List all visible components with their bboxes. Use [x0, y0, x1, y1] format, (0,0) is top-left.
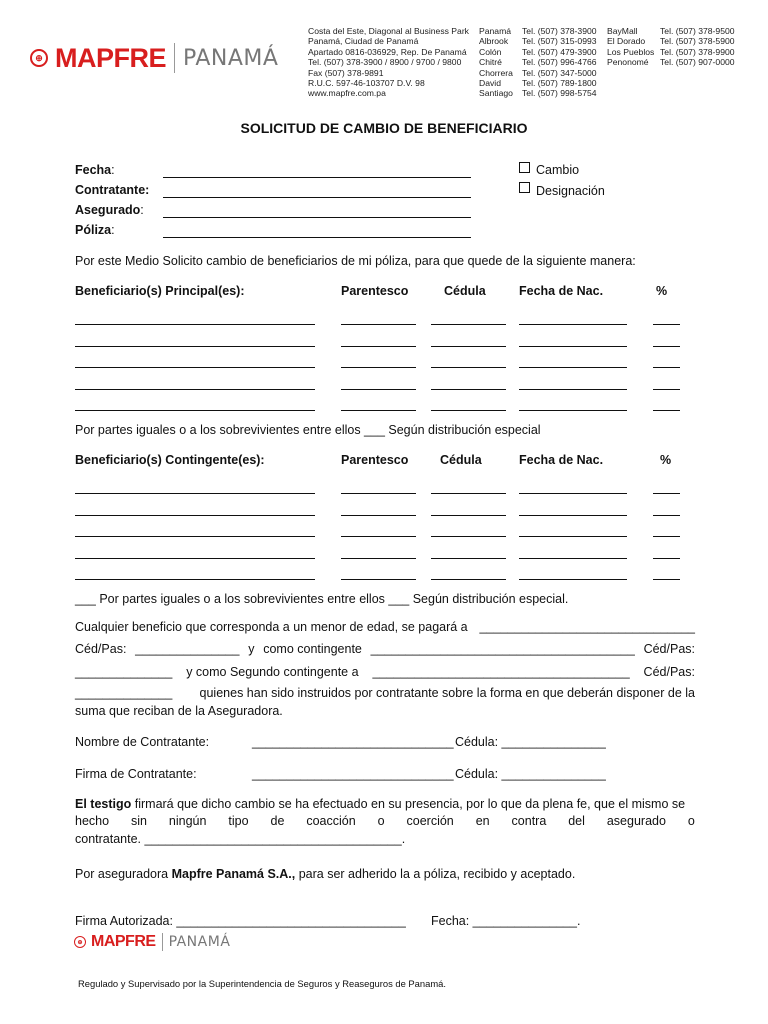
address-line: Fax (507) 378-9891 — [308, 67, 384, 78]
header-address — [308, 26, 469, 99]
witness-word: asegurado — [606, 814, 666, 828]
minor-line-3 — [75, 665, 695, 679]
witness-word: ningún — [168, 814, 207, 828]
minor-line-2 — [75, 642, 695, 656]
branch-phone: Tel. (507) 347-5000 — [522, 67, 597, 78]
ced-pas-blank[interactable]: _______________ — [135, 642, 240, 656]
witness-word: del — [568, 814, 585, 828]
branch-name: Los Pueblos — [607, 46, 655, 57]
branch-phone: Tel. (507) 479-3900 — [522, 46, 597, 57]
contingent-header: Beneficiario(s) Contingente(es): — [75, 453, 265, 467]
witness-word: sin — [131, 814, 147, 828]
witness-line-3[interactable]: contratante. _____________________________________. — [75, 832, 406, 846]
address-line: Panamá, Ciudad de Panamá — [308, 36, 419, 47]
parentesco-input-line[interactable] — [341, 324, 416, 325]
cedula-input-line[interactable] — [431, 515, 506, 516]
minor-text: quienes han sido instruidos por contratante sobre la forma en que deberán disponer de la — [199, 686, 695, 700]
cedula-input-line[interactable] — [431, 536, 506, 537]
principal-header: Beneficiario(s) Principal(es): — [75, 284, 245, 298]
fecha-nac-input-line[interactable] — [519, 410, 627, 411]
cedula-input-line[interactable] — [431, 579, 506, 580]
logo-divider — [162, 933, 163, 951]
name-input-line[interactable] — [75, 493, 315, 494]
cedula-header: Cédula — [440, 453, 482, 467]
name-input-line[interactable] — [75, 389, 315, 390]
ced-pas-blank[interactable]: ______________ — [75, 686, 173, 700]
nombre-contratante-label: Nombre de Contratante: — [75, 735, 210, 749]
field-asegurado-label: Asegurado: — [75, 203, 144, 217]
percent-input-line[interactable] — [653, 493, 680, 494]
witness-word: tipo — [228, 814, 249, 828]
fecha-nac-input-line[interactable] — [519, 536, 627, 537]
branch-name: Penonomé — [607, 57, 649, 68]
branch-name: Chitré — [479, 57, 502, 68]
mapfre-emblem-icon: ⊕ — [74, 936, 86, 948]
minor-text: y como Segundo contingente a — [186, 665, 359, 679]
witness-word: o — [377, 814, 385, 828]
header-branches-1 — [479, 26, 513, 99]
branch-name: Colón — [479, 46, 502, 57]
mapfre-emblem-icon: ⊕ — [30, 49, 48, 67]
percent-header: % — [660, 453, 672, 467]
percent-input-line[interactable] — [653, 536, 680, 537]
second-contingent-blank[interactable]: _____________________________________ — [372, 665, 630, 679]
cedula-firma-field[interactable]: Cédula: _______________ — [455, 767, 606, 781]
fecha-firma-field[interactable]: Fecha: _______________. — [431, 914, 581, 928]
nombre-contratante-blank[interactable]: _____________________________ — [252, 735, 454, 749]
cedula-input-line[interactable] — [431, 558, 506, 559]
branch-phone: Tel. (507) 789-1800 — [522, 78, 597, 89]
witness-line-2 — [75, 814, 695, 828]
cedula-input-line[interactable] — [431, 389, 506, 390]
firma-contratante-blank[interactable]: _____________________________ — [252, 767, 454, 781]
witness-word: coacción — [306, 814, 356, 828]
address-line: www.mapfre.com.pa — [308, 88, 386, 99]
cedula-input-line[interactable] — [431, 324, 506, 325]
name-input-line[interactable] — [75, 536, 315, 537]
insurer-statement: Por aseguradora Mapfre Panamá S.A., para ser adherido la a póliza, recibido y aceptado. — [75, 867, 576, 881]
branch-name: Chorrera — [479, 67, 513, 78]
parentesco-input-line[interactable] — [341, 515, 416, 516]
percent-input-line[interactable] — [653, 389, 680, 390]
cambio-checkbox[interactable] — [519, 162, 530, 173]
ced-pas-blank[interactable]: ______________ — [75, 665, 173, 679]
minor-text: y — [248, 642, 255, 656]
address-line: R.U.C. 597-46-103707 D.V. 98 — [308, 78, 425, 89]
parentesco-input-line[interactable] — [341, 346, 416, 347]
parentesco-input-line[interactable] — [341, 493, 416, 494]
logo-country: PANAMÁ — [168, 934, 231, 950]
cedula-input-line[interactable] — [431, 346, 506, 347]
contingent-distribution-note: ___ Por partes iguales o a los sobrevivientes entre ellos ___ Según distribución especial. — [75, 592, 569, 606]
header-phones-1 — [522, 26, 597, 99]
fecha-nac-input-line[interactable] — [519, 389, 627, 390]
name-input-line[interactable] — [75, 324, 315, 325]
minor-blank[interactable]: _______________________________ — [479, 620, 695, 634]
branch-phone: Tel. (507) 378-5900 — [660, 36, 735, 47]
asegurado-input-line[interactable] — [163, 217, 471, 218]
intro-text: Por este Medio Solicito cambio de beneficiarios de mi póliza, para que quede de la siguiente manera: — [75, 254, 636, 268]
firma-autorizada-field[interactable]: Firma Autorizada: _________________________________ — [75, 914, 406, 928]
fecha-nac-input-line[interactable] — [519, 515, 627, 516]
cambio-label: Cambio — [536, 163, 580, 177]
percent-input-line[interactable] — [653, 515, 680, 516]
fecha-nac-header: Fecha de Nac. — [519, 284, 604, 298]
minor-line-1 — [75, 620, 695, 634]
branch-phone: Tel. (507) 378-9500 — [660, 26, 735, 36]
branch-name: BayMall — [607, 26, 638, 36]
ced-pas-label: Céd/Pas: — [643, 642, 695, 656]
field-contratante-label: Contratante: — [75, 183, 150, 197]
logo-country: PANAMÁ — [183, 45, 279, 71]
logo-wordmark: MAPFRE — [91, 933, 156, 950]
designacion-label: Designación — [536, 184, 605, 198]
branch-name: Panamá — [479, 26, 512, 36]
branch-name: Albrook — [479, 36, 509, 47]
field-fecha-label: Fecha: — [75, 163, 115, 177]
witness-line-1: El testigo firmará que dicho cambio se ha efectuado en su presencia, por lo que da plena fe, que el mismo se — [75, 797, 686, 811]
ced-pas-label: Céd/Pas: — [643, 665, 695, 679]
parentesco-input-line[interactable] — [341, 410, 416, 411]
fecha-nac-input-line[interactable] — [519, 324, 627, 325]
footer-mapfre-logo — [74, 930, 230, 954]
percent-input-line[interactable] — [653, 558, 680, 559]
minor-line-5: suma que reciban de la Aseguradora. — [75, 704, 283, 718]
parentesco-header: Parentesco — [341, 453, 409, 467]
branch-name: El Dorado — [607, 36, 646, 47]
minor-text: como contingente — [263, 642, 362, 656]
branch-phone: Tel. (507) 998-5754 — [522, 88, 597, 99]
designacion-checkbox[interactable] — [519, 182, 530, 193]
address-line: Tel. (507) 378-3900 / 8900 / 9700 / 9800 — [308, 57, 462, 68]
branch-name: Santiago — [479, 88, 513, 99]
name-input-line[interactable] — [75, 515, 315, 516]
parentesco-header: Parentesco — [341, 284, 409, 298]
minor-line-4 — [75, 686, 695, 700]
address-line: Costa del Este, Diagonal al Business Park — [308, 26, 469, 36]
witness-word: en — [475, 814, 490, 828]
parentesco-input-line[interactable] — [341, 536, 416, 537]
regulatory-footer: Regulado y Supervisado por la Superintendencia de Seguros y Reaseguros de Panamá. — [78, 978, 446, 989]
name-input-line[interactable] — [75, 367, 315, 368]
fecha-nac-input-line[interactable] — [519, 367, 627, 368]
witness-word: coerción — [406, 814, 454, 828]
percent-input-line[interactable] — [653, 367, 680, 368]
witness-word: de — [270, 814, 285, 828]
fecha-nac-header: Fecha de Nac. — [519, 453, 604, 467]
name-input-line[interactable] — [75, 346, 315, 347]
branch-phone: Tel. (507) 907-0000 — [660, 57, 735, 68]
branch-name: David — [479, 78, 501, 89]
percent-input-line[interactable] — [653, 346, 680, 347]
contingent-blank[interactable]: ______________________________________ — [370, 642, 635, 656]
fecha-nac-input-line[interactable] — [519, 493, 627, 494]
percent-input-line[interactable] — [653, 579, 680, 580]
parentesco-input-line[interactable] — [341, 579, 416, 580]
cedula-input-line[interactable] — [431, 367, 506, 368]
fecha-nac-input-line[interactable] — [519, 558, 627, 559]
fecha-nac-input-line[interactable] — [519, 579, 627, 580]
poliza-input-line[interactable] — [163, 237, 471, 238]
minor-text: Cualquier beneficio que corresponda a un menor de edad, se pagará a — [75, 620, 468, 634]
fecha-nac-input-line[interactable] — [519, 346, 627, 347]
parentesco-input-line[interactable] — [341, 558, 416, 559]
cedula-input-line[interactable] — [431, 410, 506, 411]
ced-pas-label: Céd/Pas: — [75, 642, 127, 656]
parentesco-input-line[interactable] — [341, 389, 416, 390]
percent-input-line[interactable] — [653, 324, 680, 325]
witness-word: hecho — [75, 814, 110, 828]
branch-phone: Tel. (507) 996-4766 — [522, 57, 597, 68]
fecha-input-line[interactable] — [163, 177, 471, 178]
percent-header: % — [656, 284, 668, 298]
cedula-contratante-field[interactable]: Cédula: _______________ — [455, 735, 606, 749]
branch-phone: Tel. (507) 315-0993 — [522, 36, 597, 47]
witness-word: o — [687, 814, 695, 828]
parentesco-input-line[interactable] — [341, 367, 416, 368]
firma-contratante-label: Firma de Contratante: — [75, 767, 197, 781]
name-input-line[interactable] — [75, 579, 315, 580]
field-poliza-label: Póliza: — [75, 223, 115, 237]
name-input-line[interactable] — [75, 558, 315, 559]
contratante-input-line[interactable] — [163, 197, 471, 198]
mapfre-logo — [30, 40, 278, 76]
witness-word: contra — [511, 814, 547, 828]
form-title: SOLICITUD DE CAMBIO DE BENEFICIARIO — [240, 120, 528, 136]
branch-phone: Tel. (507) 378-9900 — [660, 46, 735, 57]
logo-wordmark: MAPFRE — [55, 42, 166, 73]
header-branches-2 — [607, 26, 654, 68]
principal-distribution-note: Por partes iguales o a los sobrevivientes entre ellos ___ Según distribución especial — [75, 423, 541, 437]
header-phones-2 — [660, 26, 735, 68]
percent-input-line[interactable] — [653, 410, 680, 411]
address-line: Apartado 0816-036929, Rep. De Panamá — [308, 46, 467, 57]
logo-divider — [174, 43, 175, 73]
name-input-line[interactable] — [75, 410, 315, 411]
cedula-input-line[interactable] — [431, 493, 506, 494]
cedula-header: Cédula — [444, 284, 486, 298]
branch-phone: Tel. (507) 378-3900 — [522, 26, 597, 36]
